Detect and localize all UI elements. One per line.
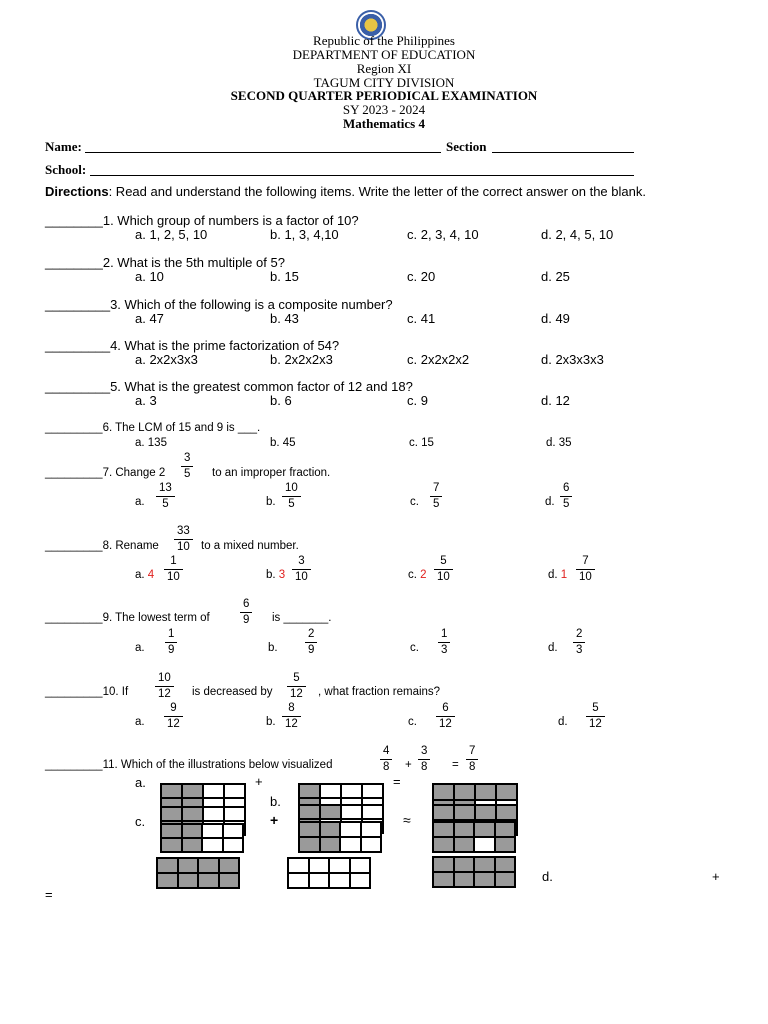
fraction-bar-cell xyxy=(182,784,203,798)
fraction-bar-cell xyxy=(182,824,203,838)
subject: Mathematics 4 xyxy=(343,116,425,131)
fraction: $\frac{3}{8}$ xyxy=(418,745,430,774)
question-4 xyxy=(45,338,339,353)
equals-sign: = xyxy=(45,887,53,902)
fraction-bar-cell xyxy=(454,822,475,837)
fraction-bar-cell xyxy=(454,872,475,887)
equals-sign: = xyxy=(452,759,459,771)
choice-a-fraction: $\frac{9}{12}$ xyxy=(164,702,183,731)
choice-a-letter: a. xyxy=(135,496,145,508)
fraction-bar-cell xyxy=(474,822,495,837)
fraction-bar-cell xyxy=(161,838,182,852)
question-text: 8. Rename xyxy=(102,540,159,552)
question-text: , what fraction remains? xyxy=(318,686,441,698)
choice-b: b. 6 xyxy=(270,393,292,408)
choice-c: c. 41 xyxy=(407,311,436,326)
answer-blank[interactable]: _________ xyxy=(45,379,111,394)
fraction-bar-cell xyxy=(454,837,475,852)
choice-c: c. 15 xyxy=(409,437,434,449)
fraction-bar-cell xyxy=(340,837,361,852)
fraction-bar-cell xyxy=(299,822,320,837)
fraction-bar-cell xyxy=(474,857,495,872)
question-text: 3. Which of the following is a composite number? xyxy=(110,297,393,312)
directions xyxy=(45,184,646,199)
choice-d: d. 12 xyxy=(541,393,570,408)
fraction-bar-cell xyxy=(219,873,240,888)
fraction-bar-cell xyxy=(350,858,371,873)
fraction-bar xyxy=(432,856,516,888)
answer-blank[interactable]: _________ xyxy=(45,297,111,312)
fraction-bar-cell xyxy=(329,873,350,888)
school-label: School: xyxy=(45,162,87,177)
choice-a-fraction: $\frac{1}{9}$ xyxy=(165,628,177,657)
question-10 xyxy=(45,686,128,698)
header-line-region: Region XI xyxy=(356,61,412,76)
approx-sign: ≈ xyxy=(403,812,411,828)
question-8 xyxy=(45,540,159,552)
fraction: $\frac{6}{9}$ xyxy=(240,598,252,627)
plus-sign: + xyxy=(270,812,279,828)
fraction-bar-cell xyxy=(454,857,475,872)
question-5 xyxy=(45,379,413,394)
whole-number: 2 xyxy=(420,569,427,581)
whole-number: 1 xyxy=(560,569,568,581)
fraction: $\frac{5}{12}$ xyxy=(287,672,306,701)
answer-blank[interactable]: _________ xyxy=(45,422,103,434)
fraction-bar-cell xyxy=(320,837,341,852)
equals-sign: = xyxy=(393,774,401,789)
fraction-bar-cell xyxy=(433,784,454,800)
choice-a: a. 1, 2, 5, 10 xyxy=(135,227,208,242)
fraction-bar-cell xyxy=(350,873,371,888)
answer-blank[interactable]: _________ xyxy=(45,540,103,552)
fraction: $\frac{7}{8}$ xyxy=(466,745,478,774)
fraction-bar-cell xyxy=(433,857,454,872)
choice-c-fraction: $\frac{1}{3}$ xyxy=(438,628,450,657)
choice-c-letter: c. xyxy=(410,496,419,508)
choice-c: c. 9 xyxy=(407,393,428,408)
fraction-bar-cell xyxy=(299,805,320,819)
fraction-bar-cell xyxy=(474,837,495,852)
fraction-bar-cell xyxy=(223,824,244,838)
fraction-bar-cell xyxy=(341,805,362,819)
choice-c: c. 2, 3, 4, 10 xyxy=(407,227,479,242)
fraction-bar-cell xyxy=(433,872,454,887)
option-a-label: a. xyxy=(135,775,146,790)
answer-blank[interactable]: _________ xyxy=(45,686,103,698)
answer-blank[interactable]: _________ xyxy=(45,467,103,479)
whole-number: 4 xyxy=(147,569,155,581)
choice-c-fraction: $\frac{5}{10}$ xyxy=(434,555,453,584)
question-text: 1. Which group of numbers is a factor of 10? xyxy=(102,213,359,228)
fraction-bar-cell xyxy=(433,822,454,837)
choice-d: d. 2x3x3x3 xyxy=(541,352,604,367)
question-text: 10. If xyxy=(102,686,129,698)
fraction-bar-cell xyxy=(496,805,517,820)
fraction-bar-cell xyxy=(495,822,516,837)
fraction-bar-cell xyxy=(362,805,383,819)
fraction-bar-cell xyxy=(433,805,454,820)
choice-d-fraction: $\frac{5}{12}$ xyxy=(586,702,605,731)
fraction-bar-cell xyxy=(309,873,330,888)
fraction-bar xyxy=(156,857,240,889)
question-text: 4. What is the prime factorization of 54? xyxy=(110,338,340,353)
question-2 xyxy=(45,255,285,270)
choice-a: a. 3 xyxy=(135,393,157,408)
fraction-bar-cell xyxy=(202,824,223,838)
fraction-bar-cell xyxy=(198,873,219,888)
whole-number: 3 xyxy=(278,569,286,581)
question-text: is decreased by xyxy=(192,686,273,698)
name-field[interactable] xyxy=(85,152,441,153)
fraction-bar-cell xyxy=(454,784,475,800)
choice-b: b. 45 xyxy=(270,437,296,449)
choice-b-fraction: $\frac{3}{10}$ xyxy=(292,555,311,584)
fraction-bar-cell xyxy=(161,784,182,798)
choice-a-fraction: $\frac{13}{5}$ xyxy=(156,482,175,511)
question-text: 5. What is the greatest common factor of 12 and 18? xyxy=(110,379,413,394)
fraction-bar-cell xyxy=(320,805,341,819)
question-9 xyxy=(45,612,210,624)
fraction-bar-cell xyxy=(309,858,330,873)
option-c-label: c. xyxy=(135,814,146,829)
choice-d-fraction: $\frac{7}{10}$ xyxy=(576,555,595,584)
fraction-bar-cell xyxy=(223,838,244,852)
choice-d: d. 2, 4, 5, 10 xyxy=(541,227,614,242)
choice-d: d. 35 xyxy=(546,437,572,449)
answer-blank[interactable]: _________ xyxy=(45,612,103,624)
choice-b-fraction: $\frac{8}{12}$ xyxy=(282,702,301,731)
fraction-bar-cell xyxy=(433,837,454,852)
fraction-bar-cell xyxy=(362,784,383,798)
fraction-bar-cell xyxy=(495,837,516,852)
choice-b-letter: b. xyxy=(268,642,278,654)
question-text: 11. Which of the illustrations below visualized xyxy=(102,759,333,771)
choice-b: b. 43 xyxy=(270,311,299,326)
question-3 xyxy=(45,297,393,312)
choice-d: d. 25 xyxy=(541,269,570,284)
choice-d: d. 1 xyxy=(548,569,568,581)
question-text: 6. The LCM of 15 and 9 is ___. xyxy=(102,422,261,434)
choice-b-letter: b. xyxy=(266,716,276,728)
fraction-bar xyxy=(298,821,382,853)
exam-title: SECOND QUARTER PERIODICAL EXAMINATION xyxy=(230,88,538,103)
fraction-bar-cell xyxy=(198,858,219,873)
fraction-bar xyxy=(432,821,516,853)
question-1 xyxy=(45,213,359,228)
fraction-bar-cell xyxy=(495,857,516,872)
fraction-bar-cell xyxy=(340,822,361,837)
fraction-bar-cell xyxy=(361,837,382,852)
answer-blank[interactable]: ________ xyxy=(45,213,103,228)
question-6 xyxy=(45,422,260,434)
choice-c-fraction: $\frac{7}{5}$ xyxy=(430,482,442,511)
fraction-bar-cell xyxy=(288,858,309,873)
fraction-bar-cell xyxy=(329,858,350,873)
choice-b-fraction: $\frac{2}{9}$ xyxy=(305,628,317,657)
header-line-republic: Republic of the Philippines xyxy=(313,33,455,48)
school-year: SY 2023 - 2024 xyxy=(342,102,426,117)
plus-sign: + xyxy=(405,759,412,771)
plus-sign: + xyxy=(255,774,263,789)
fraction-bar-cell xyxy=(202,838,223,852)
fraction-bar-cell xyxy=(161,807,182,821)
fraction-bar-cell xyxy=(496,784,517,800)
answer-blank[interactable]: _________ xyxy=(45,759,103,771)
question-text: is _______. xyxy=(272,612,332,624)
section-field[interactable] xyxy=(492,152,634,153)
choice-a: a. 2x2x3x3 xyxy=(135,352,198,367)
choice-d-letter: d. xyxy=(548,642,558,654)
choice-b-letter: b. xyxy=(266,496,276,508)
fraction-bar-cell xyxy=(203,807,224,821)
choice-a-letter: a. xyxy=(135,716,145,728)
fraction-bar-cell xyxy=(161,824,182,838)
choice-d-fraction: $\frac{2}{3}$ xyxy=(573,628,585,657)
choice-b: b. 15 xyxy=(270,269,299,284)
question-11 xyxy=(45,759,332,771)
fraction-bar-cell xyxy=(341,784,362,798)
answer-blank[interactable]: ________ xyxy=(45,255,103,270)
header-line-department: DEPARTMENT OF EDUCATION xyxy=(292,47,476,62)
fraction: $\frac{4}{8}$ xyxy=(380,745,392,774)
fraction-bar-cell xyxy=(288,873,309,888)
question-text: 9. The lowest term of xyxy=(102,612,210,624)
fraction-bar-cell xyxy=(475,805,496,820)
fraction-bar-cell xyxy=(182,838,203,852)
fraction-bar xyxy=(287,857,371,889)
choice-d-letter: d. xyxy=(545,496,555,508)
option-d-label: d. xyxy=(542,869,553,884)
directions-text: : Read and understand the following items. Write the letter of the correct answer on the blank. xyxy=(108,184,646,199)
fraction-bar-cell xyxy=(224,784,245,798)
choice-c: c. 20 xyxy=(407,269,436,284)
fraction-bar-cell xyxy=(320,784,341,798)
fraction-bar-cell xyxy=(178,858,199,873)
fraction: $\frac{3}{5}$ xyxy=(181,452,193,481)
question-text: to a mixed number. xyxy=(201,540,299,552)
choice-c-letter: c. xyxy=(408,716,417,728)
choice-b: b. 3 xyxy=(266,569,286,581)
fraction: $\frac{33}{10}$ xyxy=(174,525,193,554)
choice-c-letter: c. xyxy=(410,642,419,654)
fraction-bar-cell xyxy=(157,858,178,873)
choice-a-fraction: $\frac{1}{10}$ xyxy=(164,555,183,584)
choice-b: b. 2x2x2x3 xyxy=(270,352,333,367)
name-label: Name: xyxy=(45,139,82,154)
fraction-bar-cell xyxy=(219,858,240,873)
choice-a: a. 135 xyxy=(135,437,167,449)
fraction-bar-cell xyxy=(320,822,341,837)
fraction-bar-cell xyxy=(475,784,496,800)
choice-a: a. 10 xyxy=(135,269,164,284)
fraction-bar-cell xyxy=(361,822,382,837)
fraction-bar-cell xyxy=(203,784,224,798)
fraction-bar-cell xyxy=(178,873,199,888)
section-label: Section xyxy=(446,139,487,154)
choice-a-letter: a. xyxy=(135,642,145,654)
choice-a: a. 47 xyxy=(135,311,164,326)
option-b-label: b. xyxy=(270,794,281,809)
choice-b: b. 1, 3, 4,10 xyxy=(270,227,339,242)
fraction-bar-cell xyxy=(454,805,475,820)
header-line-division: TAGUM CITY DIVISION xyxy=(313,75,455,90)
question-text: to an improper fraction. xyxy=(212,467,331,479)
directions-label: Directions xyxy=(45,184,109,199)
question-7 xyxy=(45,467,165,479)
choice-c-fraction: $\frac{6}{12}$ xyxy=(436,702,455,731)
answer-blank[interactable]: _________ xyxy=(45,338,111,353)
choice-c: c. 2 xyxy=(408,569,427,581)
choice-d-letter: d. xyxy=(558,716,568,728)
fraction-bar-cell xyxy=(182,807,203,821)
choice-d: d. 49 xyxy=(541,311,570,326)
choice-d-fraction: $\frac{6}{5}$ xyxy=(560,482,572,511)
fraction-bar xyxy=(160,823,244,853)
fraction: $\frac{10}{12}$ xyxy=(155,672,174,701)
fraction-bar-cell xyxy=(224,807,245,821)
choice-c: c. 2x2x2x2 xyxy=(407,352,470,367)
school-field[interactable] xyxy=(90,175,634,176)
fraction-bar-cell xyxy=(474,872,495,887)
choice-a: a. 4 xyxy=(135,569,155,581)
fraction-bar-cell xyxy=(157,873,178,888)
choice-b-fraction: $\frac{10}{5}$ xyxy=(282,482,301,511)
fraction-bar-cell xyxy=(495,872,516,887)
fraction-bar-cell xyxy=(299,837,320,852)
question-text: 2. What is the 5th multiple of 5? xyxy=(102,255,285,270)
plus-sign: + xyxy=(712,869,720,884)
fraction-bar-cell xyxy=(299,784,320,798)
question-text: 7. Change 2 xyxy=(102,467,166,479)
